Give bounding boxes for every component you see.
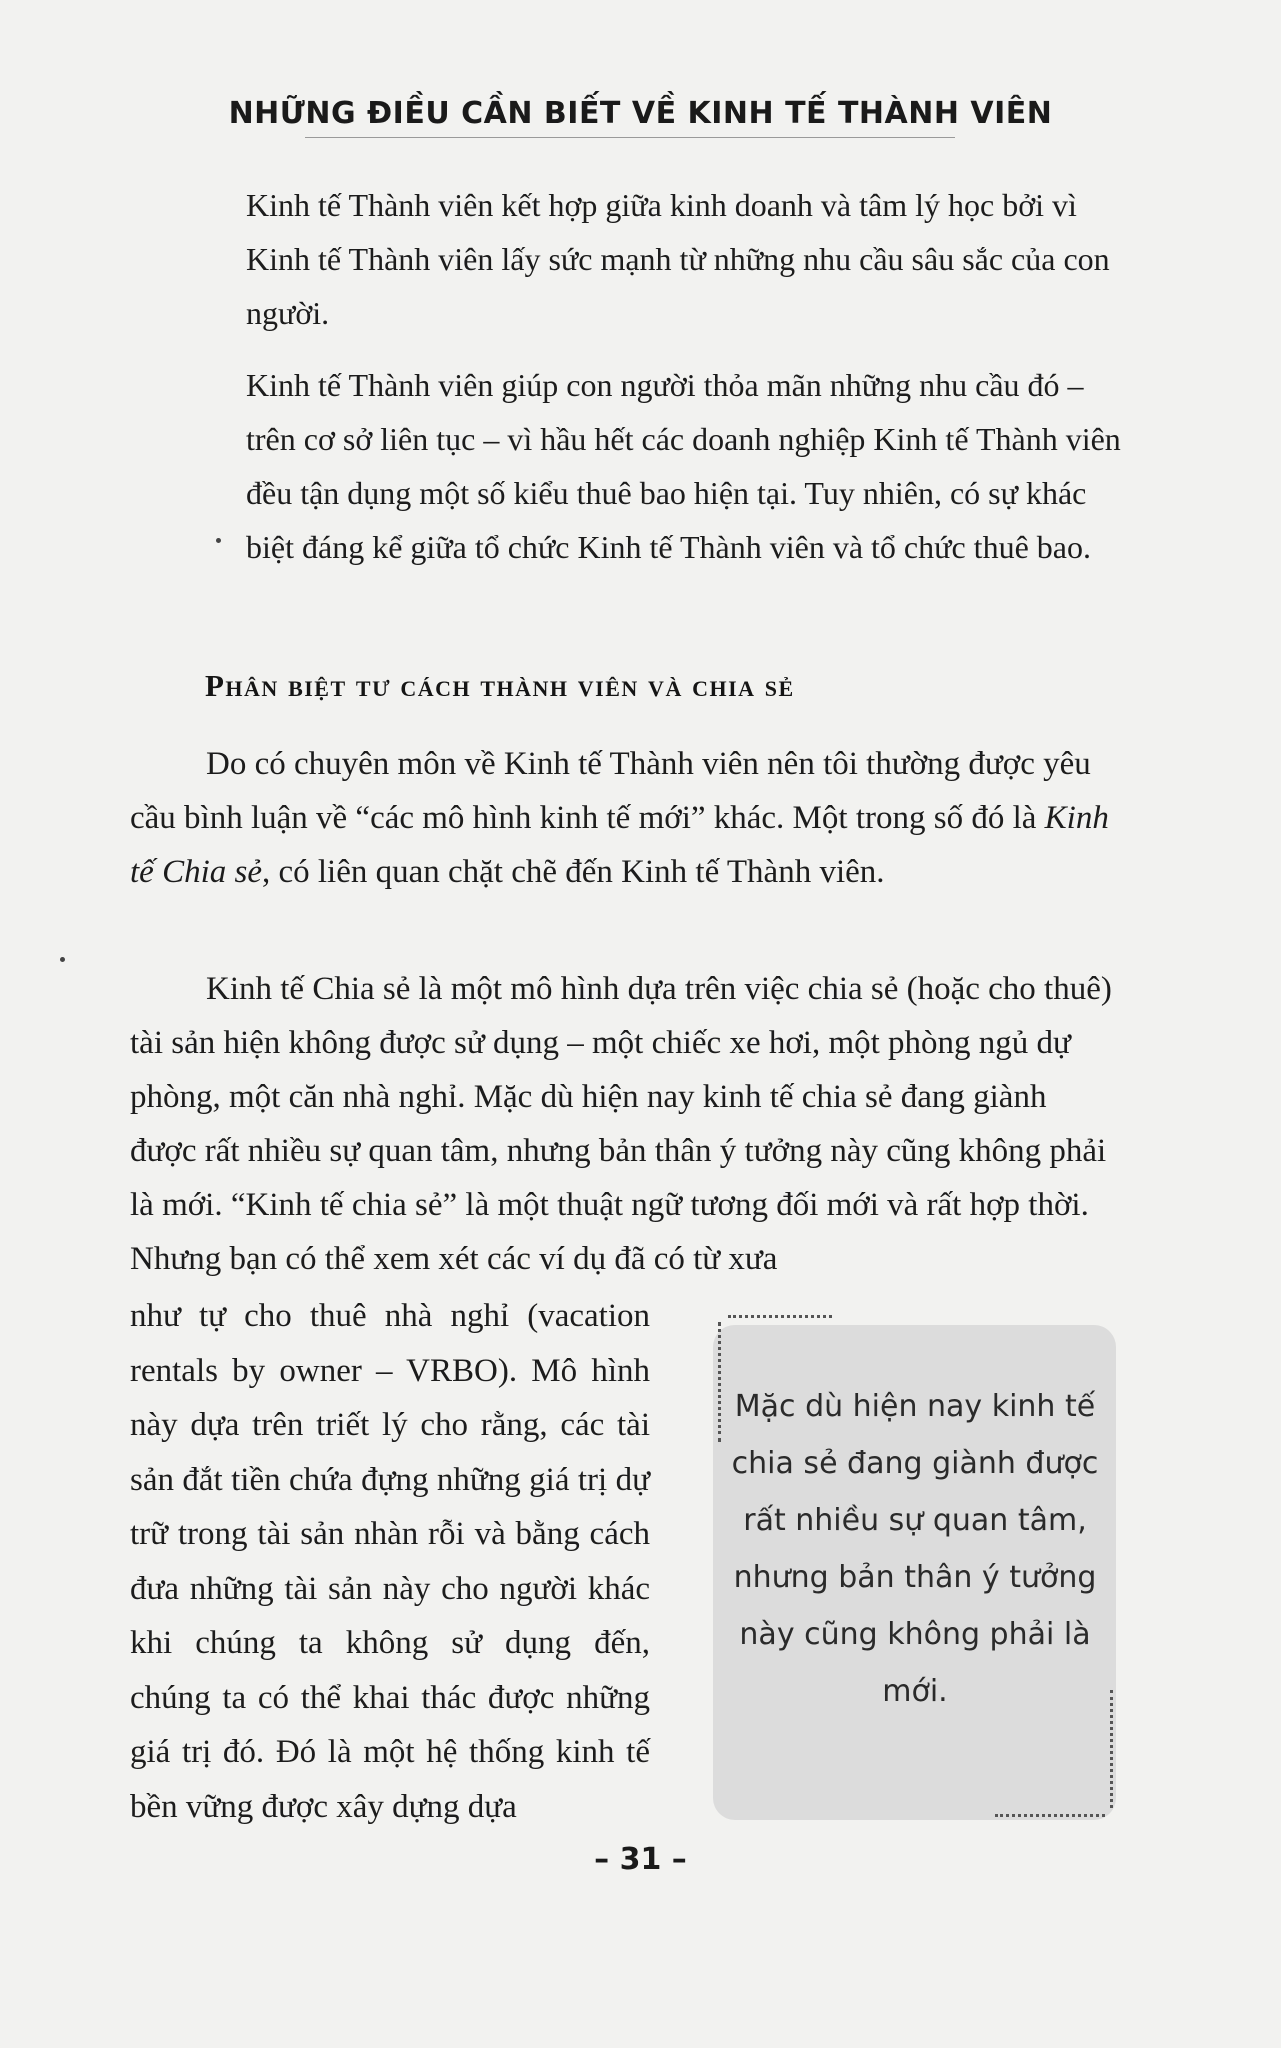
term-kinh-te-chia-se: Kinh tế Chia sẻ <box>130 800 1109 890</box>
pullquote-dotted-border <box>718 1322 721 1442</box>
pullquote-text: Mặc dù hiện nay kinh tế chia sẻ đang giành được rất nhiều sự quan tâm, nhưng bản thân ý tưởng này cũng không phải là mới. <box>731 1389 1099 1709</box>
main-paragraph-2: Kinh tế Chia sẻ là một mô hình dựa trên việc chia sẻ (hoặc cho thuê) tài sản hiện không được sử dụng – một chiếc xe hơi, một phòng ngủ dự phòng, một căn nhà nghỉ. Mặc dù hiện nay kinh tế chia sẻ đang giành được rất nhiều sự quan tâm, nhưng bản thân ý tưởng này cũng không phải là mới. “Kinh tế chia sẻ” là một thuật ngữ tương đối mới và rất hợp thời. Nhưng bạn có thể xem xét các ví dụ đã có từ xưa <box>130 971 1112 1277</box>
intro-paragraph-2: Kinh tế Thành viên giúp con người thỏa mãn những nhu cầu đó – trên cơ sở liên tục – vì hầu hết các doanh nghiệp Kinh tế Thành viên đều tận dụng một số kiểu thuê bao hiện tại. Tuy nhiên, có sự khác biệt đáng kể giữa tổ chức Kinh tế Thành viên và tổ chức thuê bao. <box>246 367 1121 565</box>
margin-mark <box>60 957 65 962</box>
pullquote-dotted-border <box>1110 1690 1113 1808</box>
main-paragraph-1-lead: Do có chuyên môn về Kinh tế Thành viên nên tôi thường được yêu cầu bình luận về “các mô hình kinh tế mới” khác. Một trong số đó là <box>130 746 1091 836</box>
margin-mark <box>216 538 221 543</box>
main-paragraph-1-tail: , có liên quan chặt chẽ đến Kinh tế Thành viên. <box>261 854 885 890</box>
main-paragraph-2-continued: như tự cho thuê nhà nghỉ (vacation rentals by owner – VRBO). Mô hình này dựa trên triết lý cho rằng, các tài sản đắt tiền chứa đựng những giá trị dự trữ trong tài sản nhàn rỗi và bằng cách đưa những tài sản này cho người khác khi chúng ta không sử dụng đến, chúng ta có thể khai thác được những giá trị đó. Đó là một hệ thống kinh tế bền vững được xây dựng dựa <box>130 1298 650 1825</box>
pullquote-dotted-border <box>728 1315 832 1318</box>
main-paragraph-1 <box>130 737 1120 899</box>
running-header: NHỮNG ĐIỀU CẦN BIẾT VỀ KINH TẾ THÀNH VIÊN <box>228 96 1053 131</box>
pullquote-dotted-border <box>995 1814 1105 1817</box>
intro-paragraph-1: Kinh tế Thành viên kết hợp giữa kinh doanh và tâm lý học bởi vì Kinh tế Thành viên lấy sức mạnh từ những nhu cầu sâu sắc của con người. <box>246 187 1110 331</box>
page-number: – 31 – <box>594 1842 687 1877</box>
section-heading: Phân biệt tư cách thành viên và chia sẻ <box>205 668 795 703</box>
header-rule <box>305 137 955 138</box>
